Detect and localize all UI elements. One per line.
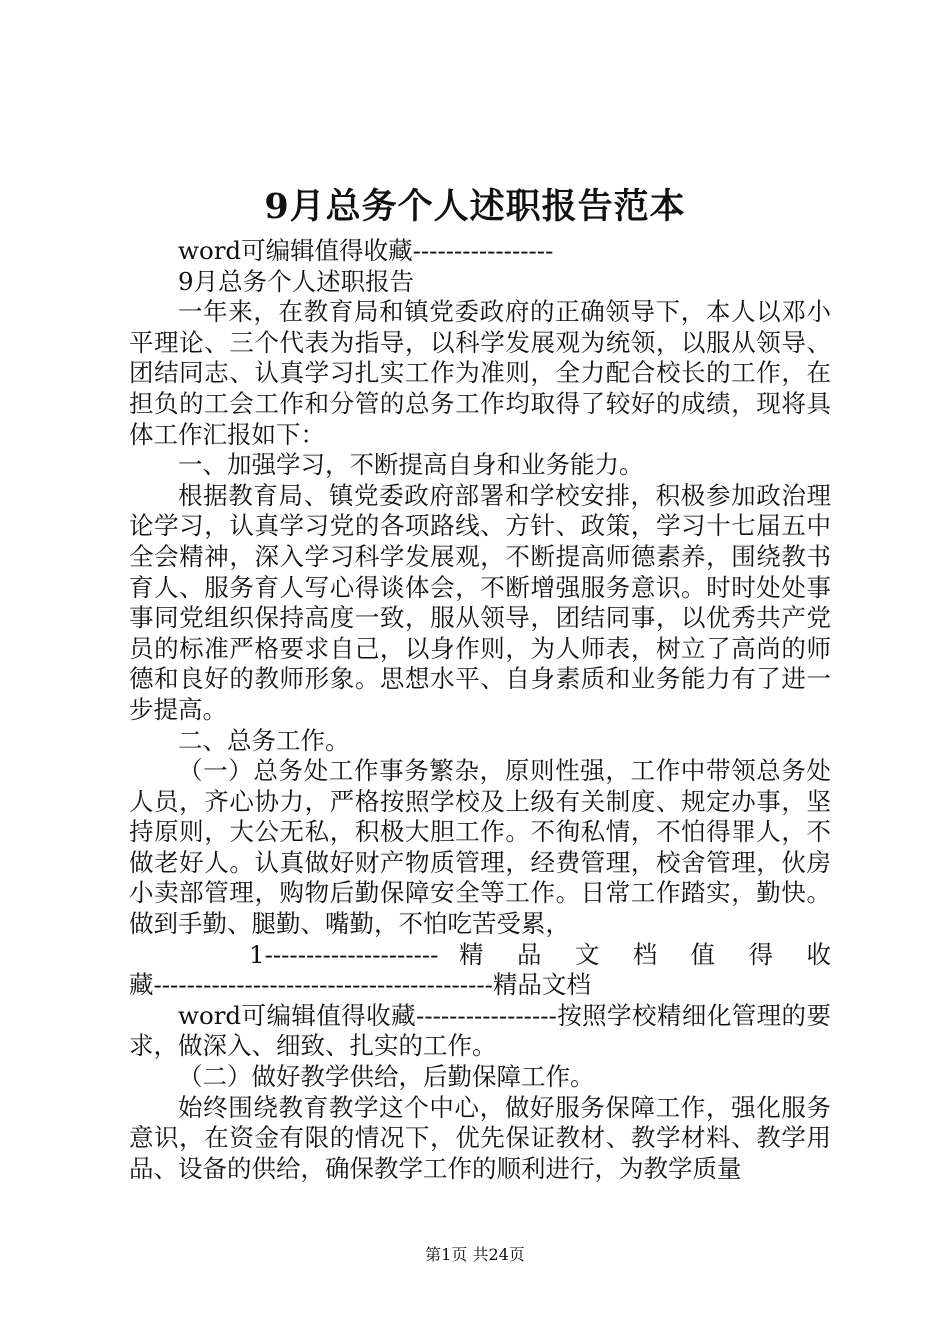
paragraph-subsection-2-heading: （二）做好教学供给，后勤保障工作。 [178, 1062, 595, 1092]
document-body [129, 236, 831, 1184]
paragraph-header-note: word可编辑值得收藏----------------- [178, 236, 554, 265]
document-title: 9月总务个人述职报告范本 [264, 186, 686, 227]
paragraph-intro: 一年来，在教育局和镇党委政府的正确领导下，本人以邓小平理论、三个代表为指导，以科学发展观为统领，以服从领导、团结同志、认真学习扎实工作为准则，全力配合校长的工作，在担负的工会工作和分管的总务工作均取得了较好的成绩，现将具体工作汇报如下： [129, 297, 831, 449]
paragraph-section-2-part-1: （一）总务处工作事务繁杂，原则性强，工作中带领总务处人员，齐心协力，严格按照学校及上级有关制度、规定办事，坚持原则，大公无私，积极大胆工作。不徇私情，不怕得罪人，不做老好人。认真做好财产物质管理，经费管理，校舍管理，伙房小卖部管理，购物后勤保障安全等工作。日常工作踏实，勤快。做到手勤、腿勤、嘴勤，不怕吃苦受累， [129, 756, 831, 939]
paragraph-section-1-body: 根据教育局、镇党委政府部署和学校安排，积极参加政治理论学习，认真学习党的各项路线、方针、政策，学习十七届五中全会精神，深入学习科学发展观，不断提高师德素养，围绕教书育人、服务育人写心得谈体会，不断增强服务意识。时时处处事事同党组织保持高度一致，服从领导，团结同事，以优秀共产党员的标准严格要求自己，以身作则，为人师表，树立了高尚的师德和良好的教师形象。思想水平、自身素质和业务能力有了进一步提高。 [129, 480, 831, 724]
paragraph-continuation: word可编辑值得收藏-----------------按照学校精细化管理的要求，做深入、细致、扎实的工作。 [129, 1000, 831, 1061]
footer-watermark-line-1: 1--------------------- 精 品 文 档 值 得 收 [249, 939, 831, 969]
page-number: 第1页 共24页 [425, 1245, 525, 1264]
paragraph-subtitle: 9月总务个人述职报告 [178, 266, 415, 296]
paragraph-subsection-2-body: 始终围绕教育教学这个中心，做好服务保障工作，强化服务意识，在资金有限的情况下，优先保证教材、教学材料、教学用品、设备的供给，确保教学工作的顺利进行，为教学质量 [129, 1092, 831, 1183]
footer-watermark-line-2: 藏-----------------------------------------精品文档 [129, 970, 591, 1000]
paragraph-section-2-heading: 二、总务工作。 [178, 725, 350, 755]
paragraph-section-1-heading: 一、加强学习，不断提高自身和业务能力。 [178, 450, 644, 480]
